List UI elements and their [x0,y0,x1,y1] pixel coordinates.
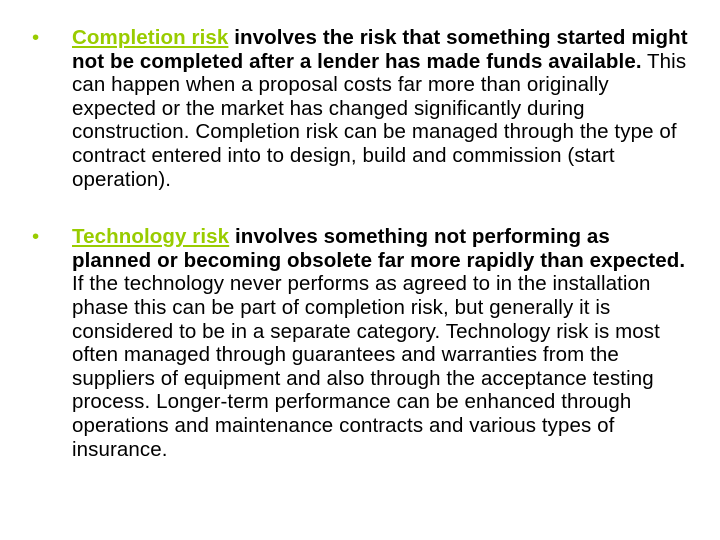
term-link-completion-risk[interactable]: Completion risk [72,26,229,49]
bullet-completion-risk [32,26,692,191]
bullet-list [32,26,692,461]
bullet-technology-risk [32,225,692,461]
bullet-body-text: This can happen when a proposal costs far more than originally expected or the market has changed significantly during construction. Completion risk can be managed through the type of contract entered into to design, build and commission (start operation). [72,49,687,191]
bullet-body-text: If the technology never performs as agreed to in the installation phase this can be part of completion risk, but generally it is considered to be in a separate category. Technology risk is most often managed through guarantees and warranties from the suppliers of equipment and also through the acceptance testing process. Longer-term performance can be enhanced through operations and maintenance contracts and various types of insurance. [72,272,660,461]
term-link-technology-risk[interactable]: Technology risk [72,225,230,249]
bullet-lead-text: involves something not performing as planned or becoming obsolete far more rapidly than expected. [72,225,686,272]
bullet-lead-text: involves the risk that something started might not be completed after a lender has made funds available. [72,26,688,73]
bullet-dot-icon: • [32,26,40,49]
bullet-dot-icon: • [32,225,40,249]
